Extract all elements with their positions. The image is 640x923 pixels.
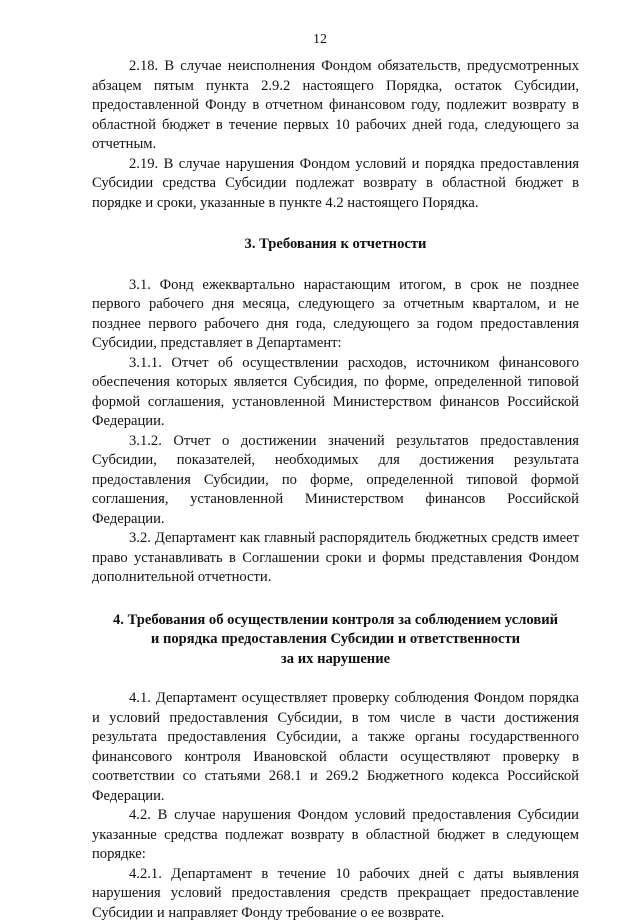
paragraph-2-19: 2.19. В случае нарушения Фондом условий и порядка предоставления Субсидии средства Субсидии подлежат возврату в областной бюджет в порядке и сроки, указанные в пункте 4.2 настоящего Порядка.: [92, 155, 579, 214]
paragraph-4-2-1: 4.2.1. Департамент в течение 10 рабочих дней с даты выявления нарушения условий предоставления средств прекращает предоставление Субсидии и направляет Фонду требование о ее возврате.: [92, 865, 579, 923]
section-3-heading: 3. Требования к отчетности: [92, 235, 579, 255]
paragraph-4-2: 4.2. В случае нарушения Фондом условий предоставления Субсидии указанные средства подлежат возврату в областной бюджет в следующем порядке:: [92, 806, 579, 865]
paragraph-2-18: 2.18. В случае неисполнения Фондом обязательств, предусмотренных абзацем пятым пункта 2.9.2 настоящего Порядка, остаток Субсидии, предоставленной Фонду в отчетном финансовом году, подлежит возврату в областной бюджет в течение первых 10 рабочих дней года, следующего за отчетным.: [92, 57, 579, 155]
paragraph-3-1: 3.1. Фонд ежеквартально нарастающим итогом, в срок не позднее первого рабочего дня месяца, следующего за отчетным кварталом, и не позднее первого рабочего дня года, следующего за годом предоставления Субсидии, представляет в Департамент:: [92, 276, 579, 354]
paragraph-3-1-1: 3.1.1. Отчет об осуществлении расходов, источником финансового обеспечения которых является Субсидия, по форме, определенной типовой формой соглашения, установленной Министерством финансов Российской Федерации.: [92, 354, 579, 432]
paragraph-3-2: 3.2. Департамент как главный распорядитель бюджетных средств имеет право устанавливать в Соглашении сроки и формы представления Фондом дополнительной отчетности.: [92, 529, 579, 588]
paragraph-3-1-2: 3.1.2. Отчет о достижении значений результатов предоставления Субсидии, показателей, необходимых для достижения результата предоставления Субсидии, по форме, определенной типовой формой соглашения, установленной Министерством финансов Российской Федерации.: [92, 432, 579, 530]
paragraph-4-1: 4.1. Департамент осуществляет проверку соблюдения Фондом порядка и условий предоставления Субсидии, в том числе в части достижения результата предоставления Субсидии, а также органы государственного финансового контроля Ивановской области осуществляют проверку в соответствии со статьями 268.1 и 269.2 Бюджетного кодекса Российской Федерации.: [92, 689, 579, 806]
section-4-heading-line: за их нарушение: [92, 650, 579, 670]
page-number: 12: [0, 32, 640, 48]
document-body: [92, 57, 579, 923]
section-4-heading: [92, 611, 579, 670]
section-4-heading-line: и порядка предоставления Субсидии и ответственности: [92, 630, 579, 650]
section-4-heading-line: 4. Требования об осуществлении контроля за соблюдением условий: [92, 611, 579, 631]
